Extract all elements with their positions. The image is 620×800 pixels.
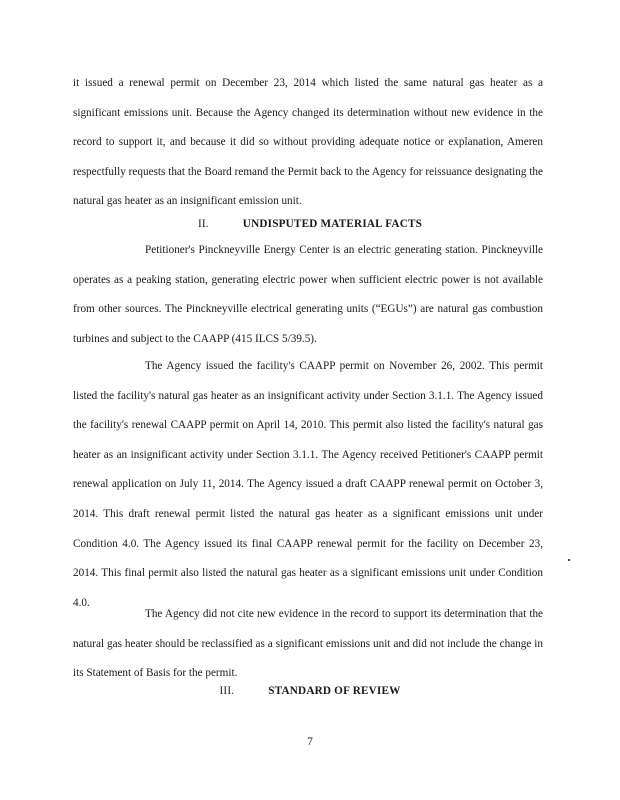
section-number: II. — [197, 218, 209, 230]
paragraph-permit-history: The Agency issued the facility's CAAPP permit on November 26, 2002. This permit listed the facility's natural gas heater as an insignificant activity under Section 3.1.1. The Agency issued the facility's renewal CAAPP permit on April 14, 2010. This permit also listed the facility's natural gas heater as an insignificant activity under Section 3.1.1. The Agency received Petitioner's CAAPP permit renewal application on July 11, 2014. The Agency issued a draft CAAPP renewal permit on October 3, 2014. This draft renewal permit listed the natural gas heater as a significant emissions unit under Condition 4.0. The Agency issued its final CAAPP renewal permit for the facility on December 23, 2014. This final permit also listed the natural gas heater as a significant emissions unit under Condition 4.0. — [73, 360, 543, 609]
section-heading-standard-of-review — [0, 685, 620, 697]
paragraph-no-new-evidence: The Agency did not cite new evidence in the record to support its determination that the natural gas heater should be reclassified as a significant emissions unit and did not include the change in its Statement of Basis for the permit. — [73, 608, 543, 680]
paragraph-facility-description: Petitioner's Pinckneyville Energy Center is an electric generating station. Pinckneyville operates as a peaking station, generating electric power when sufficient electric power is not available from other sources. The Pinckneyville electrical generating units (“EGUs”) are natural gas combustion turbines and subject to the CAAPP (415 ILCS 5/39.5). — [73, 244, 543, 345]
section-heading-undisputed-facts — [0, 218, 620, 230]
section-number: III. — [219, 685, 235, 697]
page-number: 7 — [307, 736, 313, 748]
section-title: STANDARD OF REVIEW — [268, 685, 401, 697]
scan-speck — [568, 559, 570, 561]
paragraph-continuation: it issued a renewal permit on December 23, 2014 which listed the same natural gas heater as a significant emissions unit. Because the Agency changed its determination without new evidence in the record to support it, and because it did so without providing adequate notice or explanation, Ameren respectfully requests that the Board remand the Permit back to the Agency for reissuance designating the natural gas heater as an insignificant emission unit. — [73, 77, 543, 208]
section-title: UNDISPUTED MATERIAL FACTS — [242, 218, 423, 230]
